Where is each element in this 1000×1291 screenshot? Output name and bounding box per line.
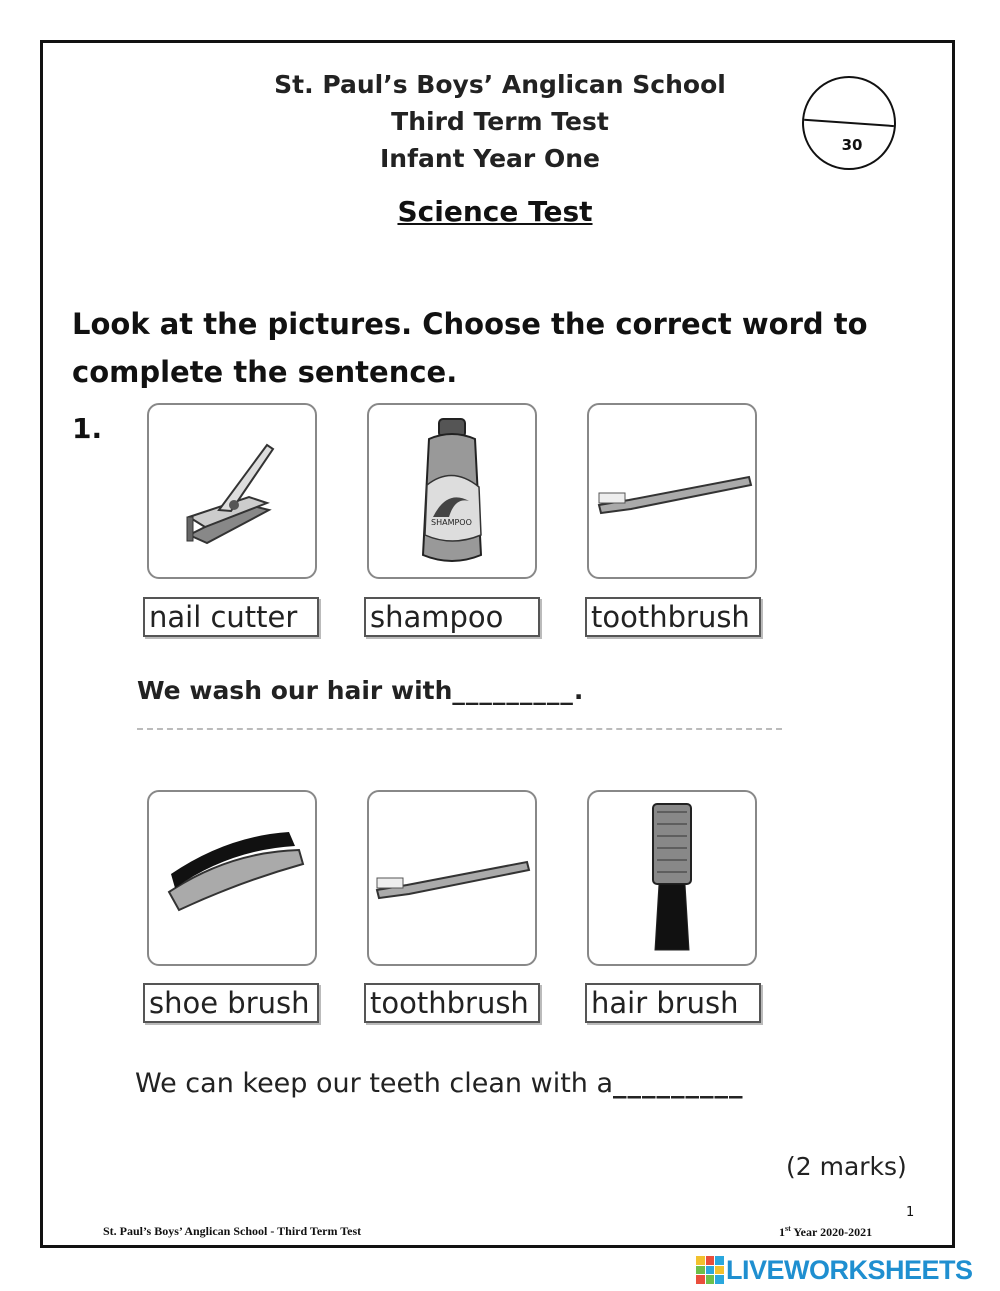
year-title: Infant Year One xyxy=(380,144,600,173)
writing-line xyxy=(137,728,782,730)
answer-blank-2[interactable]: _________ xyxy=(613,1068,744,1099)
question-number: 1. xyxy=(72,412,103,445)
instructions: Look at the pictures. Choose the correct word to complete the sentence. xyxy=(72,307,868,389)
score-total: 30 xyxy=(841,136,863,154)
shoe-brush-icon xyxy=(149,792,315,964)
score-divider xyxy=(802,119,896,128)
hair-brush-icon xyxy=(589,792,755,964)
footer-right xyxy=(779,1224,872,1240)
label-toothbrush[interactable]: toothbrush xyxy=(585,597,761,637)
sentence-2 xyxy=(135,1068,744,1099)
shampoo-card[interactable] xyxy=(367,403,537,579)
footer-right-suffix: Year 2020-2021 xyxy=(790,1225,873,1239)
footer-left: St. Paul’s Boys’ Anglican School - Third Term Test xyxy=(103,1224,362,1238)
page-number: 1 xyxy=(906,1205,915,1220)
label-toothbrush-2[interactable]: toothbrush xyxy=(364,983,540,1023)
label-hair-brush[interactable]: hair brush xyxy=(585,983,761,1023)
sentence-1 xyxy=(137,676,583,705)
liveworksheets-logo-icon xyxy=(696,1256,724,1284)
nail-cutter-icon xyxy=(149,405,315,577)
svg-text:SHAMPOO: SHAMPOO xyxy=(431,518,472,527)
school-name: St. Paul’s Boys’ Anglican School xyxy=(274,70,726,99)
subject-title: Science Test xyxy=(397,195,593,228)
answer-blank-1[interactable]: _________ xyxy=(452,676,574,705)
shampoo-icon xyxy=(369,405,535,577)
toothbrush-card[interactable] xyxy=(587,403,757,579)
sentence-2-text: We can keep our teeth clean with a xyxy=(135,1068,614,1099)
footer-right-prefix: 1 xyxy=(779,1225,785,1239)
label-nail-cutter[interactable]: nail cutter xyxy=(143,597,319,637)
nail-cutter-card[interactable] xyxy=(147,403,317,579)
shoe-brush-card[interactable] xyxy=(147,790,317,966)
marks: (2 marks) xyxy=(786,1152,907,1181)
label-shampoo[interactable]: shampoo xyxy=(364,597,540,637)
footer-right-sup: st xyxy=(785,1224,791,1233)
label-shoe-brush[interactable]: shoe brush xyxy=(143,983,319,1023)
hair-brush-card[interactable] xyxy=(587,790,757,966)
watermark-text: LIVEWORKSHEETS xyxy=(726,1254,973,1285)
toothbrush-icon-2 xyxy=(369,792,535,964)
toothbrush-icon xyxy=(589,405,755,577)
sentence-1-text: We wash our hair with xyxy=(137,676,453,705)
term-title: Third Term Test xyxy=(391,107,609,136)
toothbrush-card-2[interactable] xyxy=(367,790,537,966)
sentence-1-end: . xyxy=(573,676,584,705)
score-circle[interactable] xyxy=(802,76,896,170)
liveworksheets-watermark[interactable] xyxy=(696,1255,973,1285)
